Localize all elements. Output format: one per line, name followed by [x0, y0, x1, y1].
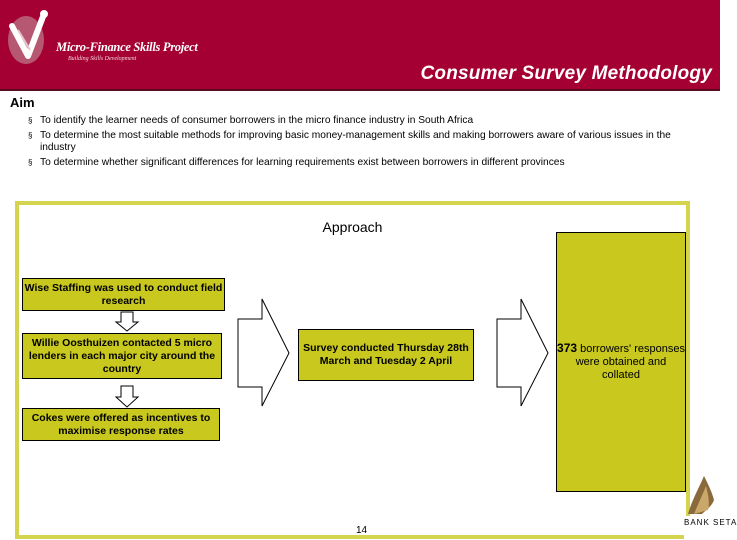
aim-item-text: To determine the most suitable methods for improving basic money-management skills and making borrowers aware of various issues in the industry [40, 129, 671, 153]
result-box [556, 232, 686, 492]
step-wise-staffing: Wise Staffing was used to conduct field research [22, 278, 225, 311]
logo-tagline: Building Skills Development [68, 56, 137, 62]
approach-title: Approach [322, 219, 383, 235]
step-survey-dates: Survey conducted Thursday 28th March and Tuesday 2 April [298, 329, 474, 381]
aim-item-text: To determine whether significant differences for learning requirements exist between borrowers in different provinces [40, 156, 565, 168]
bullet-icon: § [28, 116, 33, 125]
aim-list [28, 115, 688, 171]
result-text-line [557, 342, 685, 382]
micro-finance-logo [4, 6, 198, 68]
step-willie-contact: Willie Oosthuizen contacted 5 micro lenders in each major city around the country [22, 333, 222, 379]
logo-title: Micro-Finance Skills Project [56, 40, 198, 54]
down-arrow-icon [115, 386, 139, 408]
header-divider [0, 89, 720, 91]
approach-frame [15, 201, 690, 539]
slide-title: Consumer Survey Methodology [420, 63, 712, 84]
aim-item [28, 115, 688, 128]
page-number: 14 [356, 525, 368, 536]
header-banner [0, 0, 720, 89]
bullet-icon: § [28, 130, 33, 140]
step-cokes-incentive: Cokes were offered as incentives to maximise response rates [22, 408, 220, 441]
bank-seta-logo-icon [684, 470, 737, 540]
result-text: borrowers' responses were obtained and collated [575, 343, 685, 381]
aim-item [28, 130, 688, 155]
aim-item [28, 157, 688, 170]
logo-figure-icon [4, 6, 64, 68]
footer-logo-text: BANK SETA [684, 518, 737, 527]
bullet-icon: § [28, 157, 33, 167]
response-count: 373 [557, 341, 578, 355]
right-arrow-icon [497, 299, 549, 407]
down-arrow-icon [115, 312, 139, 332]
aim-heading: Aim [10, 95, 35, 110]
aim-item-text: To identify the learner needs of consumer borrowers in the micro finance industry in South Africa [40, 115, 474, 126]
right-arrow-icon [238, 299, 290, 407]
